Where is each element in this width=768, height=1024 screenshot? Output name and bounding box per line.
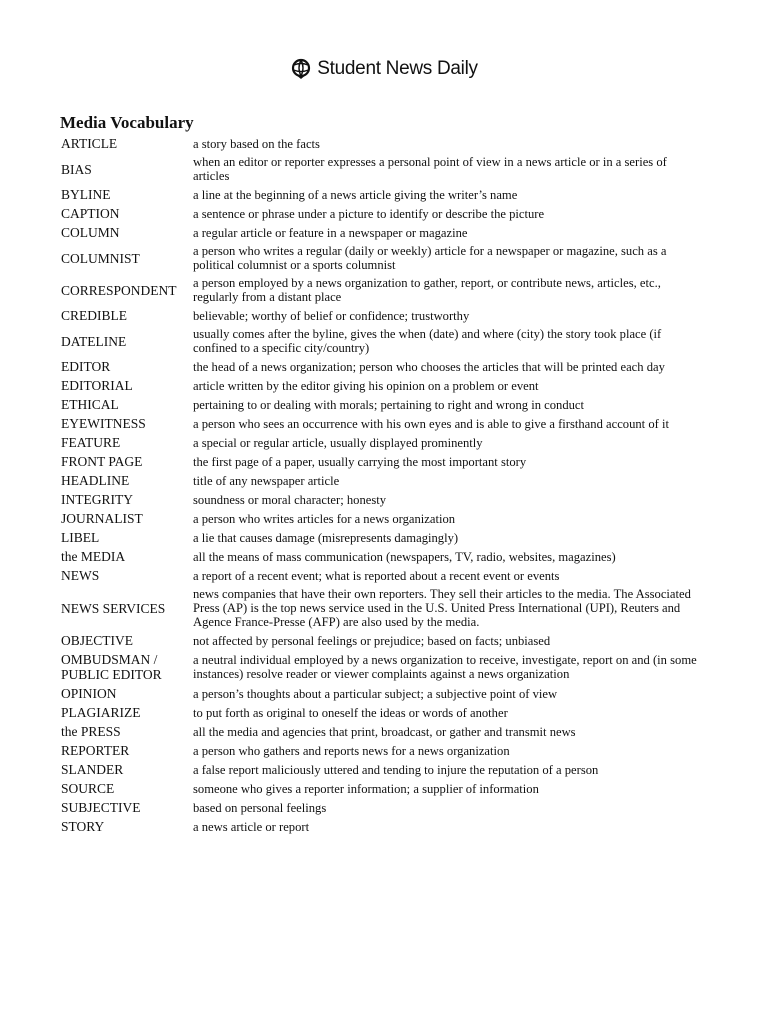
vocab-row xyxy=(61,684,701,703)
vocab-definition: believable; worthy of belief or confidence; trustworthy xyxy=(193,308,470,323)
vocab-definition: news companies that have their own reporters. They sell their articles to the media. The Associated Press (AP) is the top news service used in the U.S. United Press International (UPI), Reuters and Agence France-Presse (AFP) are also used by the media. xyxy=(193,587,691,629)
vocab-row xyxy=(61,414,701,433)
vocab-term: STORY xyxy=(61,819,105,834)
vocab-term: the MEDIA xyxy=(61,549,126,564)
vocab-term: EDITORIAL xyxy=(61,378,133,393)
vocab-definition: a news article or report xyxy=(193,819,310,834)
vocab-definition: a person’s thoughts about a particular subject; a subjective point of view xyxy=(193,686,558,701)
vocab-term: NEWS SERVICES xyxy=(61,600,166,616)
vocab-row xyxy=(61,204,701,223)
page-title: Media Vocabulary xyxy=(60,113,194,132)
vocab-definition: a person who writes a regular (daily or weekly) article for a newspaper or magazine, such as a political columnist or a sports columnist xyxy=(193,244,667,272)
vocab-row xyxy=(61,528,701,547)
vocab-term: REPORTER xyxy=(61,743,130,758)
vocab-definition: usually comes after the byline, gives the when (date) and where (city) the story took place (if confined to a specific city/country) xyxy=(193,327,662,355)
vocab-row xyxy=(61,325,701,357)
vocab-definition: soundness or moral character; honesty xyxy=(193,492,387,507)
vocab-definition: a regular article or feature in a newspaper or magazine xyxy=(193,225,468,240)
vocab-definition: article written by the editor giving his opinion on a problem or event xyxy=(193,378,539,393)
vocab-row xyxy=(61,471,701,490)
vocab-definition: title of any newspaper article xyxy=(193,473,340,488)
vocab-definition: to put forth as original to oneself the ideas or words of another xyxy=(193,705,508,720)
vocab-term: DATELINE xyxy=(61,333,127,349)
vocab-definition: not affected by personal feelings or prejudice; based on facts; unbiased xyxy=(193,633,551,648)
vocab-term: SUBJECTIVE xyxy=(61,800,141,815)
vocab-row xyxy=(61,490,701,509)
vocab-term: INTEGRITY xyxy=(61,492,133,507)
vocab-row xyxy=(61,357,701,376)
vocab-term: CORRESPONDENT xyxy=(61,282,177,298)
vocab-row xyxy=(61,223,701,242)
vocab-term: OMBUDSMAN / PUBLIC EDITOR xyxy=(61,652,162,682)
vocab-row xyxy=(61,631,701,650)
vocab-term: FEATURE xyxy=(61,435,121,450)
vocab-row xyxy=(61,274,701,306)
vocab-row xyxy=(61,798,701,817)
vocab-term: COLUMN xyxy=(61,225,120,240)
vocab-term: BYLINE xyxy=(61,187,111,202)
vocab-term: FRONT PAGE xyxy=(61,454,143,469)
vocab-row xyxy=(61,547,701,566)
vocab-definition: a line at the beginning of a news article giving the writer’s name xyxy=(193,187,518,202)
vocab-row xyxy=(61,153,701,185)
vocab-term: HEADLINE xyxy=(61,473,130,488)
vocab-row xyxy=(61,779,701,798)
vocab-definition: when an editor or reporter expresses a personal point of view in a news article or in a series of articles xyxy=(193,155,667,183)
vocab-row xyxy=(61,242,701,274)
globe-icon xyxy=(290,58,312,80)
vocab-row xyxy=(61,376,701,395)
logo-text: Student News Daily xyxy=(317,58,478,79)
vocab-definition: a person employed by a news organization to gather, report, or contribute news, articles, etc., regularly from a distant place xyxy=(193,276,661,304)
vocab-definition: a report of a recent event; what is reported about a recent event or events xyxy=(193,568,560,583)
vocab-definition: a false report maliciously uttered and tending to injure the reputation of a person xyxy=(193,762,599,777)
vocab-row xyxy=(61,433,701,452)
vocab-row xyxy=(61,306,701,325)
vocab-row xyxy=(61,185,701,204)
vocab-row xyxy=(61,509,701,528)
vocab-row xyxy=(61,817,701,836)
vocab-definition: a person who writes articles for a news organization xyxy=(193,511,456,526)
vocab-term: BIAS xyxy=(61,161,92,177)
vocab-definition: the first page of a paper, usually carrying the most important story xyxy=(193,454,527,469)
vocab-term: CAPTION xyxy=(61,206,120,221)
vocab-definition: a person who sees an occurrence with his own eyes and is able to give a firsthand account of it xyxy=(193,416,669,431)
vocab-term: ARTICLE xyxy=(61,136,118,151)
vocab-term: OPINION xyxy=(61,686,117,701)
vocab-definition: all the media and agencies that print, broadcast, or gather and transmit news xyxy=(193,724,576,739)
vocab-row xyxy=(61,741,701,760)
vocab-row xyxy=(61,395,701,414)
vocab-term: NEWS xyxy=(61,568,100,583)
vocab-term: SLANDER xyxy=(61,762,124,777)
vocab-row xyxy=(61,134,701,153)
vocab-definition: a story based on the facts xyxy=(193,136,320,151)
vocab-definition: a neutral individual employed by a news organization to receive, investigate, report on and (in some instances) resolve reader or viewer complaints against a news organization xyxy=(193,653,697,681)
vocab-definition: based on personal feelings xyxy=(193,800,327,815)
vocab-term: EDITOR xyxy=(61,359,111,374)
site-logo xyxy=(0,58,768,80)
vocabulary-table xyxy=(61,134,701,836)
vocab-definition: the head of a news organization; person who chooses the articles that will be printed each day xyxy=(193,359,665,374)
vocab-term: SOURCE xyxy=(61,781,115,796)
vocab-definition: a sentence or phrase under a picture to identify or describe the picture xyxy=(193,206,545,221)
vocab-row xyxy=(61,722,701,741)
vocab-term: CREDIBLE xyxy=(61,308,127,323)
vocab-row xyxy=(61,452,701,471)
vocab-term: JOURNALIST xyxy=(61,511,143,526)
vocab-term: EYEWITNESS xyxy=(61,416,146,431)
vocab-row xyxy=(61,760,701,779)
vocab-term: PLAGIARIZE xyxy=(61,705,141,720)
vocab-term: the PRESS xyxy=(61,724,121,739)
vocab-term: COLUMNIST xyxy=(61,250,140,266)
vocab-term: LIBEL xyxy=(61,530,100,545)
vocabulary-table-body xyxy=(61,134,701,836)
vocab-row xyxy=(61,703,701,722)
vocab-row xyxy=(61,585,701,631)
vocab-definition: a person who gathers and reports news for a news organization xyxy=(193,743,510,758)
vocab-term: ETHICAL xyxy=(61,397,119,412)
vocab-row xyxy=(61,650,701,684)
vocab-definition: a lie that causes damage (misrepresents damagingly) xyxy=(193,530,459,545)
vocab-definition: all the means of mass communication (newspapers, TV, radio, websites, magazines) xyxy=(193,549,616,564)
vocab-row xyxy=(61,566,701,585)
vocab-definition: pertaining to or dealing with morals; pertaining to right and wrong in conduct xyxy=(193,397,585,412)
vocab-definition: a special or regular article, usually displayed prominently xyxy=(193,435,483,450)
vocab-definition: someone who gives a reporter information; a supplier of information xyxy=(193,781,539,796)
vocab-term: OBJECTIVE xyxy=(61,633,133,648)
